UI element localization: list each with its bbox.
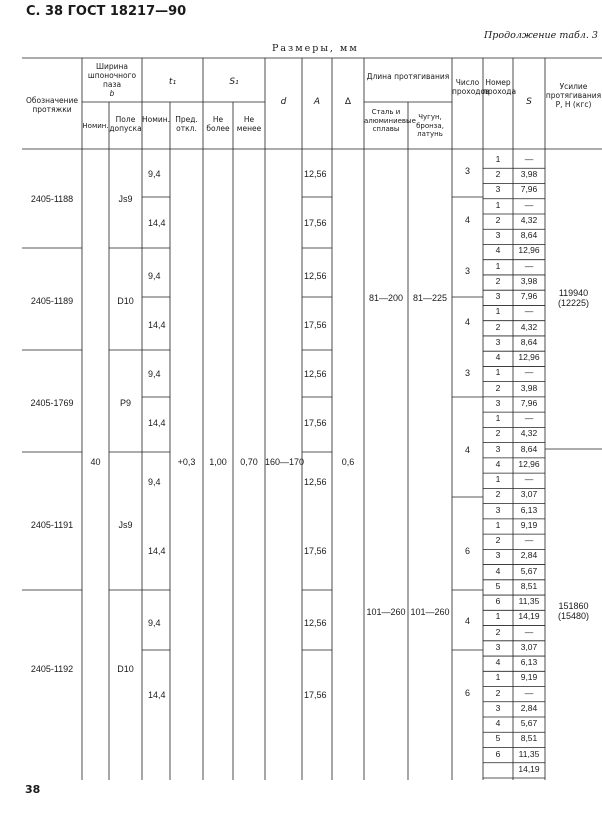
pass-number-cell: 2 — [495, 214, 501, 225]
t1-cell: 14,4 — [148, 418, 166, 428]
header-force: Усилие протягивания P, Н (кгс) — [545, 82, 602, 109]
pass-number-cell: 4 — [495, 245, 501, 256]
s-cell: 6,13 — [520, 657, 538, 668]
header-length-steel: Сталь и алюминиевые сплавы — [364, 108, 416, 133]
s-cell: 3,98 — [520, 382, 538, 393]
length-cast-value-1: 81—225 — [412, 293, 448, 303]
s-cell: — — [524, 474, 534, 485]
header-a: A — [313, 97, 321, 107]
tolerance-cell: P9 — [119, 398, 131, 408]
s-cell: — — [524, 413, 534, 424]
pass-number-cell: 2 — [495, 169, 501, 180]
pass-number-cell: 1 — [495, 672, 501, 683]
pass-number-cell: 4 — [495, 718, 501, 729]
s-cell: — — [524, 199, 534, 210]
header-tolerance-field: Поле допуска — [109, 115, 142, 133]
t1-cell: 14,4 — [148, 218, 166, 228]
header-t1-deviation: Пред. откл. — [175, 115, 198, 133]
pass-number-cell: 2 — [495, 535, 501, 546]
t1-cell: 14,4 — [148, 546, 166, 556]
t1-cell: 9,4 — [148, 169, 161, 179]
passes-cell: 3 — [464, 368, 470, 378]
pass-number-cell: 2 — [495, 428, 501, 439]
s-cell: 12,96 — [518, 245, 540, 256]
passes-cell: 4 — [464, 445, 470, 455]
pass-number-cell: 6 — [495, 748, 501, 759]
length-steel-value-2: 101—260 — [366, 607, 406, 617]
tolerance-cell: D10 — [117, 296, 134, 306]
pass-number-cell: 3 — [495, 184, 501, 195]
s1-max-value: 1,00 — [209, 457, 227, 467]
passes-cell: 6 — [464, 546, 470, 556]
pass-number-cell: 2 — [495, 382, 501, 393]
pass-number-cell: 6 — [495, 596, 501, 607]
s-cell: 12,96 — [518, 458, 540, 469]
a-cell: 17,56 — [304, 690, 327, 700]
designation-cell: 2405-1769 — [30, 398, 74, 408]
header-s1-min: Не менее — [236, 115, 262, 133]
pass-number-cell: 3 — [495, 397, 501, 408]
header-s1: S₁ — [229, 77, 239, 87]
pass-number-cell: 1 — [495, 260, 501, 271]
pass-number-cell: 1 — [495, 306, 501, 317]
a-cell: 12,56 — [304, 618, 327, 628]
t1-cell: 9,4 — [148, 271, 161, 281]
pass-number-cell: 5 — [495, 580, 501, 591]
pass-number-cell: 4 — [495, 352, 501, 363]
sizes-caption: Размеры, мм — [272, 43, 359, 54]
t1-cell: 14,4 — [148, 320, 166, 330]
a-cell: 12,56 — [304, 271, 327, 281]
pass-number-cell: 3 — [495, 702, 501, 713]
header-key-width: Ширина шпоночного паза — [87, 62, 137, 89]
pass-number-cell: 3 — [495, 230, 501, 241]
continuation-label: Продолжение табл. 3 — [484, 30, 598, 41]
s-cell: 6,13 — [520, 504, 538, 515]
s-cell: 8,51 — [520, 580, 538, 591]
t1-cell: 9,4 — [148, 369, 161, 379]
s-cell: 8,64 — [520, 336, 538, 347]
s-cell: 8,51 — [520, 733, 538, 744]
tolerance-cell: Js9 — [118, 194, 133, 204]
pass-number-cell: 4 — [495, 657, 501, 668]
tolerance-cell: Js9 — [118, 520, 133, 530]
s-cell: 7,96 — [520, 397, 538, 408]
designation-cell: 2405-1188 — [30, 194, 74, 204]
pass-number-cell: 3 — [495, 291, 501, 302]
passes-cell: 3 — [464, 266, 470, 276]
force-value-2: 151860 — [558, 601, 589, 611]
s-cell: 2,84 — [520, 550, 538, 561]
s-cell: 3,07 — [520, 489, 538, 500]
s-cell: — — [524, 154, 534, 164]
header-t1-nominal: Номин. — [142, 115, 171, 124]
header-t1: t₁ — [168, 77, 177, 87]
header-d: d — [280, 97, 287, 107]
pass-number-cell: 3 — [495, 443, 501, 454]
passes-cell: 4 — [464, 317, 470, 327]
header-pass-number: Номер прохода — [483, 78, 517, 96]
designation-cell: 2405-1191 — [30, 520, 74, 530]
pass-number-cell: 3 — [495, 336, 501, 347]
s-cell: 14,19 — [518, 763, 540, 774]
t1-deviation-value: +0,3 — [177, 457, 196, 467]
s1-min-value: 0,70 — [240, 457, 258, 467]
tolerance-cell: D10 — [117, 664, 134, 674]
s-cell: 11,35 — [518, 748, 540, 759]
header-length: Длина протягивания — [366, 72, 450, 81]
pass-number-cell: 5 — [495, 733, 501, 744]
pass-number-cell: 2 — [495, 321, 501, 332]
pass-number-cell: 4 — [495, 565, 501, 576]
designation-cell: 2405-1189 — [30, 296, 74, 306]
delta-value: 0,6 — [341, 457, 355, 467]
force-value-2-kgf: (15480) — [557, 611, 590, 621]
s-cell: 11,35 — [518, 596, 540, 607]
force-value-1: 119940 — [558, 288, 589, 298]
t1-cell: 14,4 — [148, 690, 166, 700]
a-cell: 17,56 — [304, 320, 327, 330]
s-cell: — — [524, 626, 534, 637]
a-cell: 17,56 — [304, 418, 327, 428]
a-cell: 12,56 — [304, 369, 327, 379]
s-cell: 4,32 — [520, 321, 538, 332]
passes-cell: 4 — [464, 616, 470, 626]
s-cell: — — [524, 260, 534, 271]
s-cell: 3,98 — [520, 169, 538, 180]
s-cell: 14,19 — [518, 611, 540, 622]
header-s: S — [526, 97, 532, 107]
s-cell: 7,96 — [520, 291, 538, 302]
passes-cell: 4 — [464, 215, 470, 225]
pass-number-cell: 3 — [495, 550, 501, 561]
a-cell: 17,56 — [304, 218, 327, 228]
passes-cell: 6 — [464, 688, 470, 698]
s-cell: 12,96 — [518, 352, 540, 363]
s-cell: 9,19 — [520, 519, 538, 530]
s-cell: 4,32 — [520, 214, 538, 225]
s-cell: — — [524, 535, 534, 546]
s-cell: — — [524, 306, 534, 317]
passes-cell: 3 — [464, 166, 470, 176]
pass-number-cell: 3 — [495, 641, 501, 652]
pass-number-cell: 1 — [495, 413, 501, 424]
s-cell: 8,64 — [520, 230, 538, 241]
s-cell: 5,67 — [520, 565, 538, 576]
pass-number-cell: 2 — [495, 275, 501, 286]
header-b-nominal: Номин. — [82, 122, 109, 130]
pass-number-cell: 4 — [495, 458, 501, 469]
pass-number-cell: 2 — [495, 626, 501, 637]
pass-number-cell: 1 — [495, 474, 501, 485]
pass-number-cell: 2 — [495, 489, 501, 500]
pass-number-cell: 3 — [495, 504, 501, 515]
pass-number-cell: 1 — [495, 519, 501, 530]
header-delta: Δ — [344, 97, 352, 107]
header-designation: Обозначение протяжки — [25, 96, 79, 114]
s-cell: 2,84 — [520, 702, 538, 713]
s-cell: — — [524, 367, 534, 378]
s-cell: 3,98 — [520, 275, 538, 286]
pass-number-cell: 1 — [495, 154, 501, 164]
header-key-width-symbol: b — [109, 89, 115, 98]
designation-cell: 2405-1192 — [30, 664, 74, 674]
header-length-cast: Чугун, бронза, латунь — [416, 113, 444, 138]
pass-number-cell: 1 — [495, 367, 501, 378]
s-cell: 4,32 — [520, 428, 538, 439]
header-passes: Число проходов — [452, 78, 490, 96]
s-cell: 5,67 — [520, 718, 538, 729]
a-cell: 12,56 — [304, 477, 327, 487]
s-cell: 3,07 — [520, 641, 538, 652]
t1-cell: 9,4 — [148, 477, 161, 487]
s-cell: — — [524, 687, 534, 698]
a-cell: 12,56 — [304, 169, 327, 179]
page-number: 38 — [25, 783, 41, 796]
force-value-1-kgf: (12225) — [557, 298, 590, 308]
pass-number-cell: 1 — [495, 611, 501, 622]
s-cell: 8,64 — [520, 443, 538, 454]
length-steel-value-1: 81—200 — [368, 293, 404, 303]
length-cast-value-2: 101—260 — [410, 607, 450, 617]
b-nominal-value: 40 — [90, 457, 101, 467]
s-cell: 7,96 — [520, 184, 538, 195]
pass-number-cell: 1 — [495, 199, 501, 210]
header-s1-max: Не более — [206, 115, 230, 133]
pass-number-cell: 2 — [495, 687, 501, 698]
s-cell: 9,19 — [520, 672, 538, 683]
page-header: С. 38 ГОСТ 18217—90 — [26, 4, 187, 19]
d-value: 160—170 — [265, 457, 305, 467]
a-cell: 17,56 — [304, 546, 327, 556]
t1-cell: 9,4 — [148, 618, 161, 628]
